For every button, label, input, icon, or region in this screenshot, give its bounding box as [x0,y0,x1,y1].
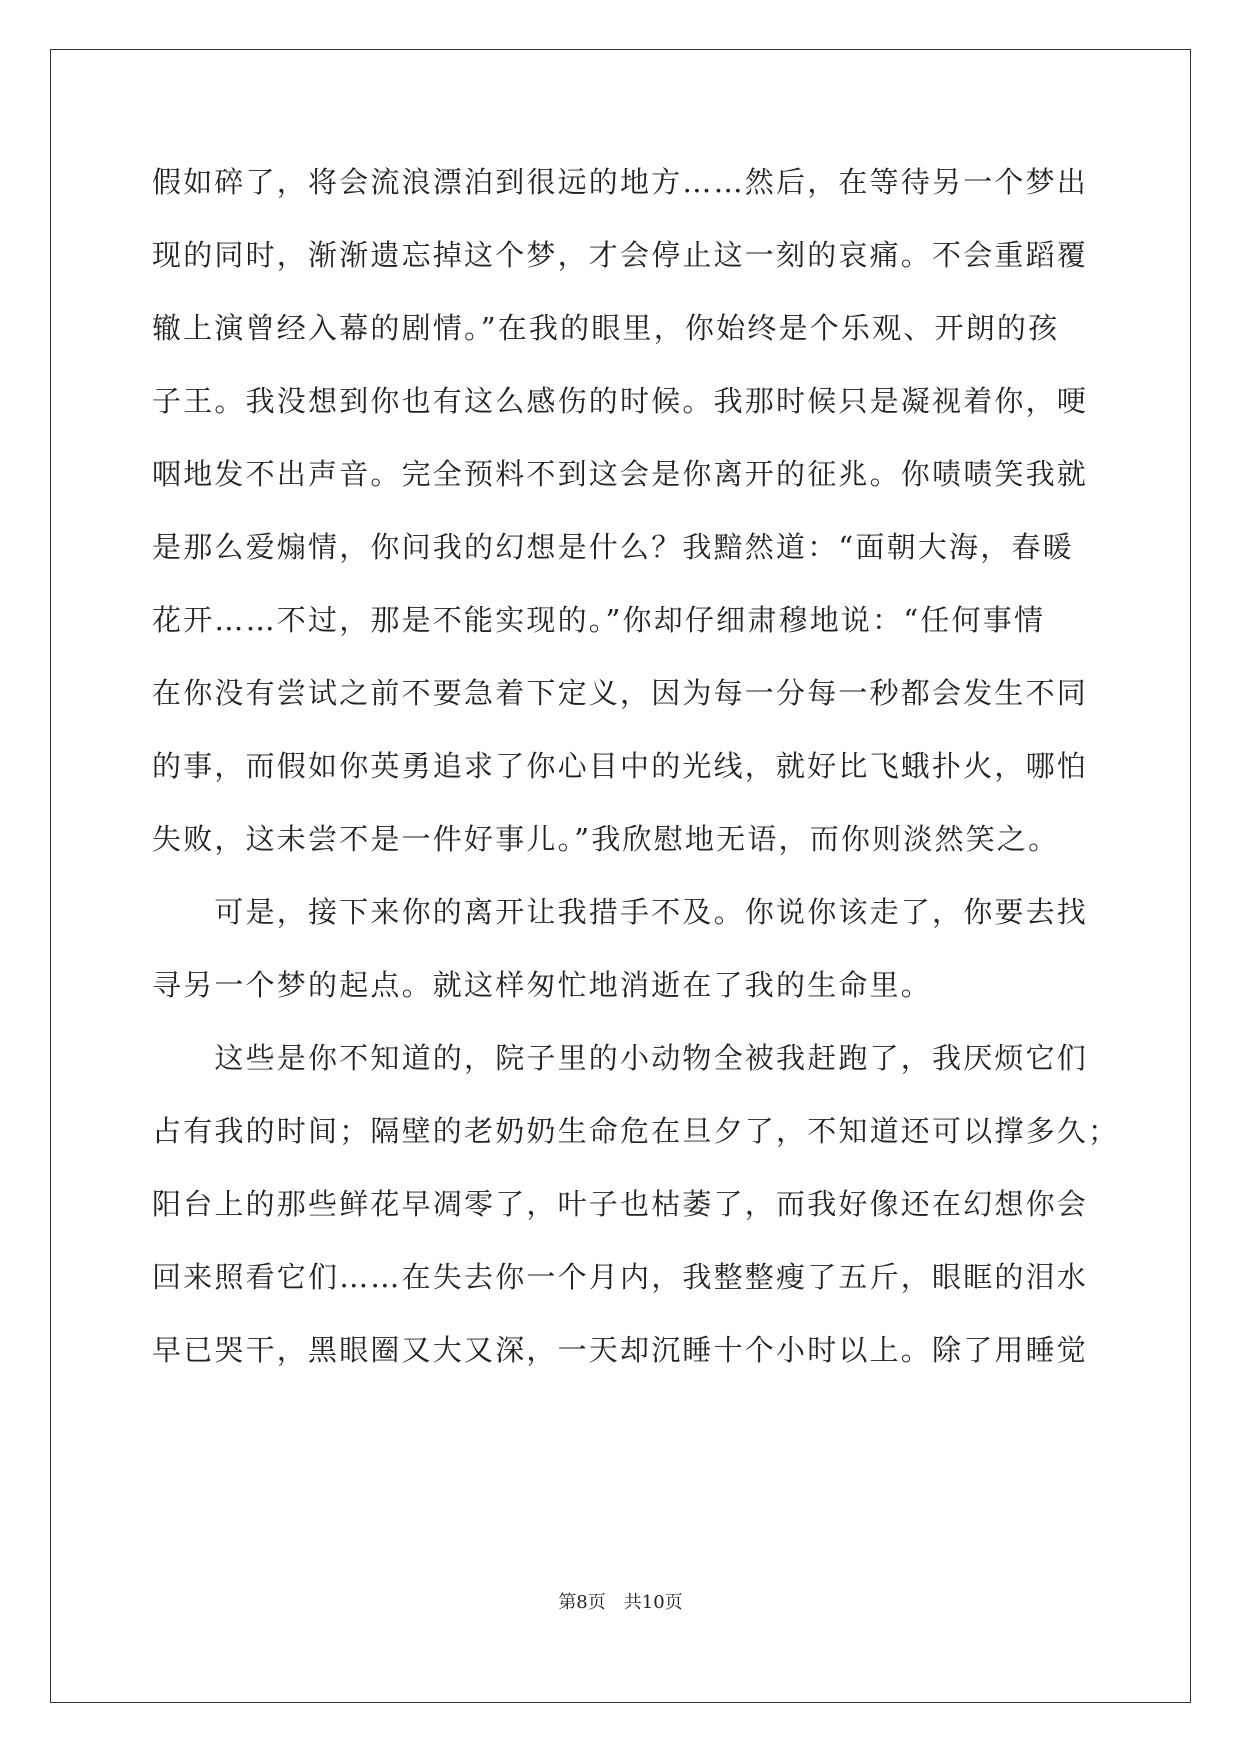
text-line-4: 子王。我没想到你也有这么感伤的时候。我那时候只是凝视着你，哽 [152,384,1089,418]
text-line-8: 在你没有尝试之前不要急着下定义，因为每一分每一秒都会发生不同 [152,676,1089,710]
text-line-1: 假如碎了，将会流浪漂泊到很远的地方……然后，在等待另一个梦出 [152,165,1089,199]
text-line-7: 花开……不过，那是不能实现的。”你却仔细肃穆地说：“任何事情 [152,603,1046,637]
text-line-15: 阳台上的那些鲜花早凋零了，叶子也枯萎了，而我好像还在幻想你会 [152,1187,1089,1221]
text-line-17: 早已哭干，黑眼圈又大又深，一天却沉睡十个小时以上。除了用睡觉 [152,1333,1089,1367]
text-line-2: 现的同时，渐渐遗忘掉这个梦，才会停止这一刻的哀痛。不会重蹈覆 [152,238,1089,272]
text-line-9: 的事，而假如你英勇追求了你心目中的光线，就好比飞蛾扑火，哪怕 [152,749,1089,783]
text-line-13: 这些是你不知道的，院子里的小动物全被我赶跑了，我厌烦它们 [152,1041,1089,1075]
total-pages-label: 共10页 [623,1592,683,1613]
page-footer [0,1588,1241,1614]
text-line-5: 咽地发不出声音。完全预料不到这会是你离开的征兆。你啧啧笑我就 [152,457,1089,491]
text-line-16: 回来照看它们……在失去你一个月内，我整整瘦了五斤，眼眶的泪水 [152,1260,1089,1294]
text-line-11: 可是，接下来你的离开让我措手不及。你说你该走了，你要去找 [152,895,1089,929]
text-line-10: 失败，这未尝不是一件好事儿。”我欣慰地无语，而你则淡然笑之。 [152,822,1060,856]
text-line-6: 是那么爱煽情，你问我的幻想是什么？我黯然道：“面朝大海，春暖 [152,530,1074,564]
text-line-3: 辙上演曾经入幕的剧情。”在我的眼里，你始终是个乐观、开朗的孩 [152,311,1060,345]
text-line-14: 占有我的时间；隔壁的老奶奶生命危在旦夕了，不知道还可以撑多久； [152,1114,1120,1148]
page-border [50,49,1191,1703]
current-page-label: 第8页 [558,1592,606,1613]
text-line-12: 寻另一个梦的起点。就这样匆忙地消逝在了我的生命里。 [152,968,933,1002]
